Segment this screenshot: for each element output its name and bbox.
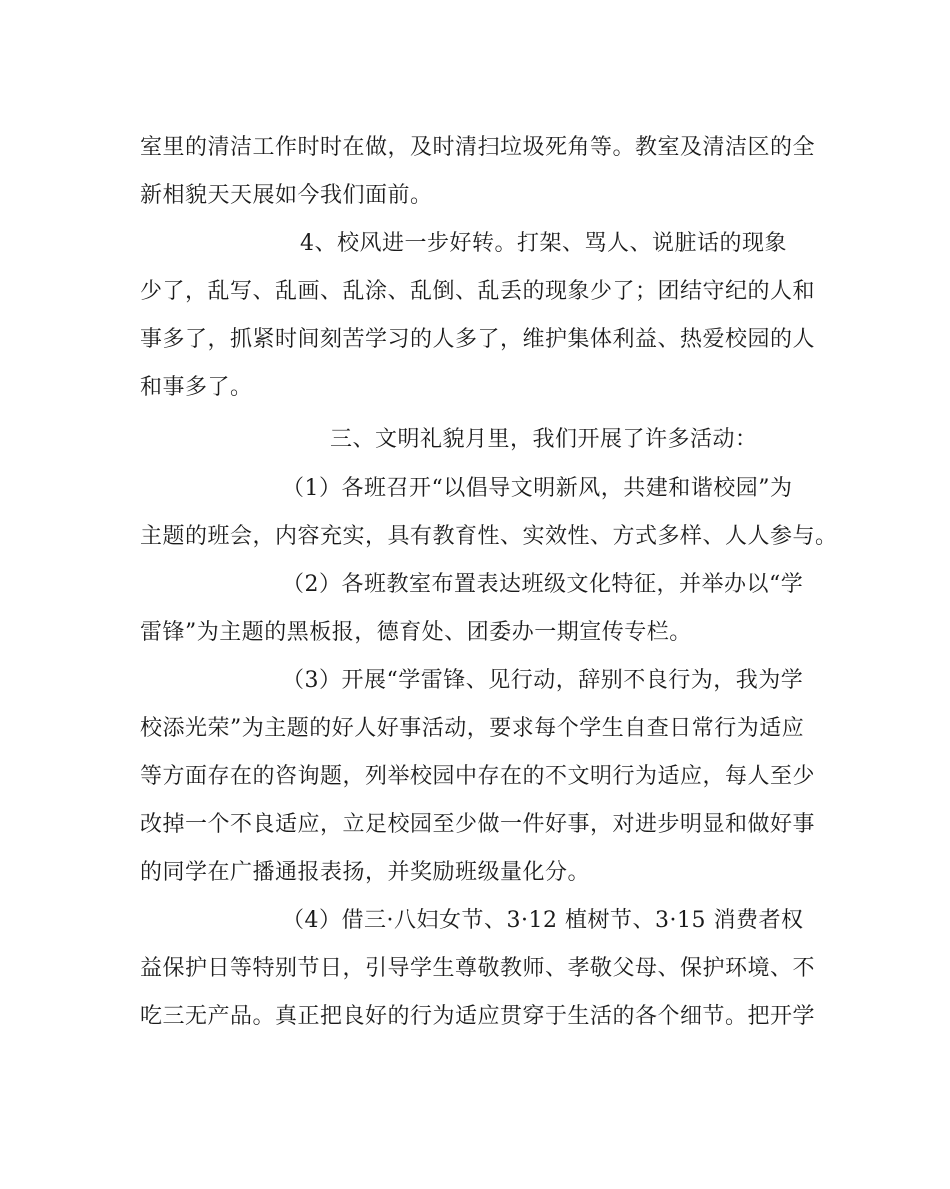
paragraph-start-line: 4、校风进一步好转。打架、骂人、说脏话的现象 — [300, 231, 787, 256]
section-heading: 三、文明礼貌月里，我们开展了许多活动： — [330, 427, 758, 452]
text-line: 的同学在广播通报表扬，并奖励班级量化分。 — [140, 860, 591, 885]
text-line: 吃三无产品。真正把良好的行为适应贯穿于生活的各个细节。把开学 — [140, 1004, 816, 1029]
text-line: 少了，乱写、乱画、乱涂、乱倒、乱丢的现象少了；团结守纪的人和 — [140, 279, 816, 304]
text-line: 改掉一个不良适应，立足校园至少做一件好事，对进步明显和做好事 — [140, 812, 816, 837]
paragraph-start-line: （1）各班召开“以倡导文明新风，共建和谐校园”为 — [282, 476, 793, 501]
text-line: 事多了，抓紧时间刻苦学习的人多了，维护集体利益、热爱校园的人 — [140, 327, 816, 352]
text-line: 主题的班会，内容充实，具有教育性、实效性、方式多样、人人参与。 — [140, 524, 838, 549]
text-line: 新相貌天天展如今我们面前。 — [140, 183, 433, 208]
text-line: 雷锋”为主题的黑板报，德育处、团委办一期宣传专栏。 — [140, 620, 692, 645]
text-line: 益保护日等特别节日，引导学生尊敬教师、孝敬父母、保护环境、不 — [140, 956, 816, 981]
text-line: 室里的清洁工作时时在做，及时清扫垃圾死角等。教室及清洁区的全 — [140, 135, 816, 160]
text-line: 校添光荣”为主题的好人好事活动，要求每个学生自查日常行为适应 — [140, 716, 805, 741]
text-line: 和事多了。 — [140, 375, 253, 400]
text-line: 等方面存在的咨询题，列举校园中存在的不文明行为适应，每人至少 — [140, 764, 816, 789]
paragraph-start-line: （4）借三·八妇女节、3·12 植树节、3·15 消费者权 — [282, 908, 804, 933]
paragraph-start-line: （2）各班教室布置表达班级文化特征，并举办以“学 — [282, 572, 804, 597]
paragraph-start-line: （3）开展“学雷锋、见行动，辞别不良行为，我为学 — [282, 668, 804, 693]
